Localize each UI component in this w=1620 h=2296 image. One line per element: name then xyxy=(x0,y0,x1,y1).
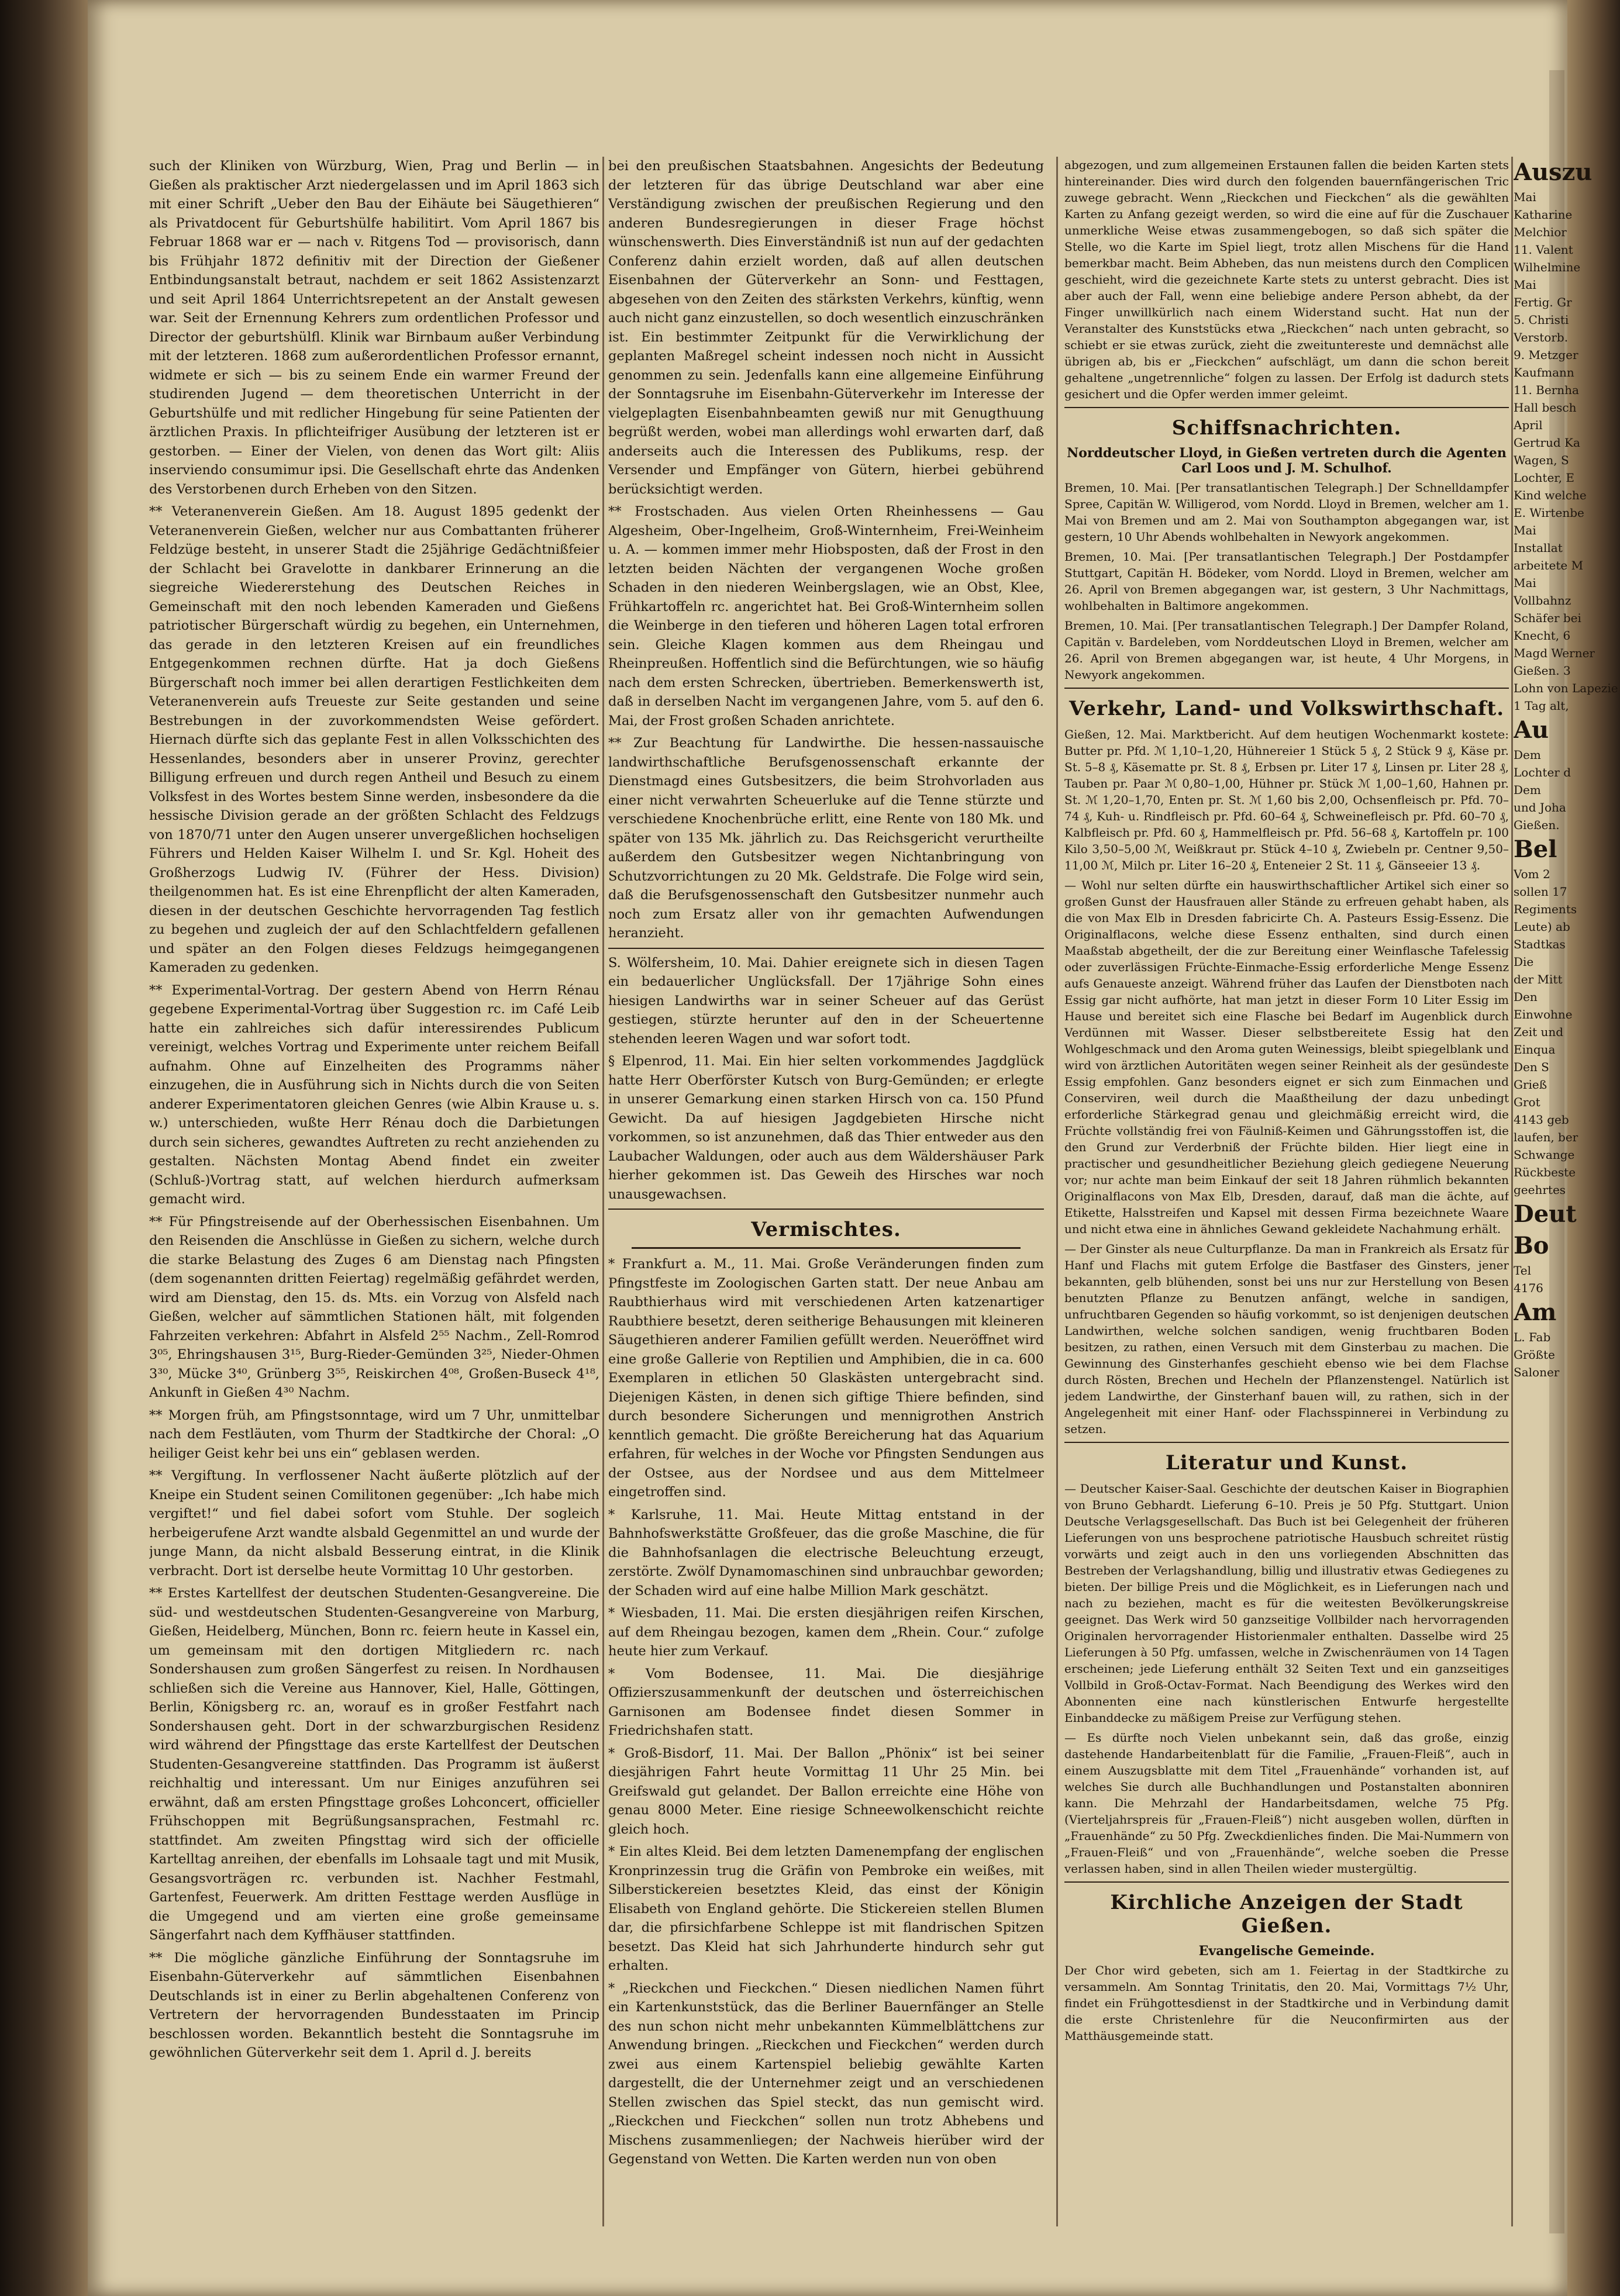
fragment-line: Fertig. Gr xyxy=(1514,295,1572,309)
fragment-line: Mai xyxy=(1514,576,1536,590)
fragment-line: Schwange xyxy=(1514,1148,1575,1162)
fragment-line: 1 Tag alt, xyxy=(1514,699,1569,713)
fragment-line: Knecht, 6 xyxy=(1514,629,1571,643)
article-wiesbaden: * Wiesbaden, 11. Mai. Die ersten diesjährigen reifen Kirschen, auf dem Rheingau bezogen, kamen dem „Rhein. Cour.“ zufolge heute hier zum Verkauf. xyxy=(608,1606,1044,1659)
article-frostschaden: ** Frostschaden. Aus vielen Orten Rheinhessens — Gau Algesheim, Ober-Ingelheim, Groß-Winternheim, Frei-Weinheim u. A. — kommen immer mehr Hiobsposten, daß der Frost in den letzten beiden Nächten der vergangenen Woche großen Schaden in den niederen Weinbergslagen, wie an Obst, Klee, Frühkartoffeln rc. angerichtet hat. Bei Groß-Winternheim sollen die Weinberge in den tieferen und höheren Lagen total erfroren sein. Gleiche Klagen kommen aus dem Rheingau und Rheinpreußen. Hoffentlich sind die Befürchtungen, wie so häufig nach dem ersten Schrecken, übertrieben. Bemerkenswerth ist, daß in derselben Nacht im vergangenen Jahre, vom 5. auf den 6. Mai, der Frost großen Schaden anrichtete. xyxy=(608,504,1044,728)
article-kartellfest: ** Erstes Kartellfest der deutschen Studenten-Gesangvereine. Die süd- und westdeutschen Studenten-Gesangvereine von Marburg, Gießen, Heidelberg, München, Bonn rc. feiern heute in Kassel ein, um gemeinsam mit den dortigen Mitgliedern rc. nach Sondershausen zum großen Sängerfest zu reisen. In Nordhausen schließen sich die Vereine aus Hannover, Kiel, Halle, Göttingen, Berlin, Königsberg rc. an, worauf es in großer Festfahrt nach Sondershausen geht. Dort in der schwarzburgischen Residenz wird während der Pfingsttage das erste Kartellfest der Deutschen Studenten-Gesangvereine stattfinden. Das Programm ist äußerst reichhaltig und interessant. Um nur Einiges anzuführen sei erwähnt, daß am ersten Pfingsttage großes Lohconcert, officieller Frühschoppen mit Begrüßungsansprachen, Festmahl rc. stattfindet. Am zweiten Pfingsttag wird sich der officielle Kartelltag anreihen, der ebenfalls im Lohsaale tagt und mit Musik, Gesangsvorträgen rc. verbunden ist. Nachher Festmahl, Gartenfest, Feuerwerk. Am dritten Festtage werden Ausflüge in die Umgegend und am vierten eine große gemeinsame Sängerfahrt nach dem Kyffhäuser stattfinden. xyxy=(149,1586,599,1943)
article-elpenrod: § Elpenrod, 11. Mai. Ein hier selten vorkommendes Jagdglück hatte Herr Oberförster Kutsch von Burg-Gemünden; er erlegte in unserer Gemarkung einen starken Hirsch von ca. 150 Pfund Gewicht. Da auf hiesigen Jagdgebieten Hirsche nicht vorkommen, so ist anzunehmen, daß das Thier entweder aus den Laubacher Waldungen, oder auch aus dem Wäldershäuser Park hierher gekommen ist. Das Geweih des Hirsches war noch unausgewachsen. xyxy=(608,1054,1044,1202)
article-frauen-fleiss: — Es dürfte noch Vielen unbekannt sein, daß das große, einzig dastehende Handarbeitenblatt für die Familie, „Frauen-Fleiß“, auch in einem Auszugsblatte mit dem Titel „Frauenhände“ vorhanden ist, auf welches Sie durch alle Buchhandlungen und Postanstalten abonniren kann. Die Mehrzahl der Handarbeitsdamen, welche 75 Pfg. (Vierteljahrspreis für „Frauen-Fleiß“) nicht ausgeben wollen, dürften in „Frauenhände“ zu 50 Pfg. Zweckdienliches finden. Die Mai-Nummern von „Frauen-Fleiß“ und von „Frauenhände“, welche soeben die Presse verlassen haben, sind in allen Theilen wieder mustergültig. xyxy=(1064,1731,1509,1876)
fragment-line: Auszu xyxy=(1514,158,1593,186)
fragment-line: Dem xyxy=(1514,748,1541,762)
fragment-line: der Mitt xyxy=(1514,972,1563,986)
fragment-line: Vollbahnz xyxy=(1514,593,1571,607)
article-vergiftung: ** Vergiftung. In verflossener Nacht äußerte plötzlich auf der Kneipe ein Student seinen Comilitonen gegenüber: „Ich habe mich vergiftet!“ und fiel dabei sofort vom Stuhle. Der sogleich herbeigerufene Arzt wandte alsbald Gegenmittel an und wurde der junge Mann, da nicht alsbald Besserung eintrat, in die Klinik verbracht. Dort ist derselbe heute Vormittag 10 Uhr gestorben. xyxy=(149,1468,599,1579)
fragment-line: Melchior xyxy=(1514,225,1567,239)
fragment-line: Lohn von Lapezie xyxy=(1514,681,1618,695)
section-heading-schiffsnachrichten: Schiffsnachrichten. xyxy=(1171,416,1402,440)
article-rieckchen-cont: abgezogen, und zum allgemeinen Erstaunen fallen die beiden Karten stets hintereinander. Dies wird durch den folgenden bauernfängerischen Tric zuwege gebracht. Wenn „Rieckchen und Fieckchen“ als die gewählten Karten zu Anfang gezeigt werden, so wird die eine auf für die Zuschauer unmerkliche Weise etwas zusammengebogen, so daß sich später die Stelle, wo die Karte im Spiel liegt, trotz allen Mischens für die Hand bemerkbar macht. Beim Abheben, das nun meistens durch den Complicen geschieht, wird die gezeichnete Karte stets zu unterst gebracht. Dies ist aber auch der Fall, wenn eine beliebige andere Person abhebt, da der Finger unwillkürlich nach einem Widerstand sucht. Hat nun der Veranstalter des Kunststücks etwa „Rieckchen“ nach unten gebracht, so schiebt er sie etwas zurück, zieht die zweituntereste und demnächst alle übrigen ab, bis er „Fieckchen“ aufschlägt, um dann die schon bereit gehaltene „ungetrennliche“ folgen zu lassen. Der Erfolg ist dadurch stets gesichert und die Opfer werden immer geleimt. xyxy=(1064,158,1509,401)
column-2 xyxy=(608,157,1044,2238)
divider xyxy=(1064,688,1509,689)
fragment-line: Wagen, S xyxy=(1514,453,1569,467)
fragment-line: Verstorb. xyxy=(1514,330,1569,344)
fragment-line: sollen 17 xyxy=(1514,885,1567,899)
column-1 xyxy=(149,157,599,2238)
fragment-line: 11. Valent xyxy=(1514,243,1573,257)
article-pfingstsonntag: ** Morgen früh, am Pfingstsonntage, wird um 7 Uhr, unmittelbar nach dem Festläuten, vom Thurm der Stadtkirche der Choral: „O heiliger Geist kehr bei uns ein“ geblasen werden. xyxy=(149,1407,599,1461)
fragment-line: und Joha xyxy=(1514,800,1566,814)
fragment-line: Dem xyxy=(1514,783,1541,797)
fragment-line: Installat xyxy=(1514,541,1563,555)
fragment-line: 4176 xyxy=(1514,1281,1543,1295)
column-rule xyxy=(1056,157,1058,2226)
evangelische-gemeinde: Evangelische Gemeinde. xyxy=(1198,1943,1375,1959)
fragment-line: Grieß xyxy=(1514,1078,1547,1092)
fragment-line: Zeit und xyxy=(1514,1025,1564,1039)
fragment-line: Leute) ab xyxy=(1514,920,1570,934)
fragment-line: Wilhelmine xyxy=(1514,260,1581,274)
fragment-line: Gießen. xyxy=(1514,818,1560,832)
article-bodensee: * Vom Bodensee, 11. Mai. Die diesjährige Offizierszusammenkunft der deutschen und österreichischen Garnisonen am Bodensee findet diesen Sommer in Friedrichshafen statt. xyxy=(608,1666,1044,1738)
ship-news-stuttgart: Bremen, 10. Mai. [Per transatlantischen Telegraph.] Der Postdampfer Stuttgart, Capitän H. Bödeker, vom Nordd. Lloyd in Bremen, welcher am 26. April von Bremen abgegangen war, ist gestern, 3 Uhr Nachmittags, wohlbehalten in Baltimore angekommen. xyxy=(1064,550,1509,613)
fragment-line: Mai xyxy=(1514,523,1536,537)
fragment-line: Au xyxy=(1514,716,1549,744)
fragment-line: Katharine xyxy=(1514,208,1573,222)
fragment-line: Den S xyxy=(1514,1060,1549,1074)
section-heading-verkehr: Verkehr, Land- und Volkswirthschaft. xyxy=(1068,697,1505,720)
fragment-line: Die xyxy=(1514,955,1534,969)
section-heading-kirchliche: Kirchliche Anzeigen der Stadt Gießen. xyxy=(1110,1891,1463,1938)
fragment-line: Stadtkas xyxy=(1514,937,1566,951)
fragment-line: April xyxy=(1514,418,1543,432)
ship-news-roland: Bremen, 10. Mai. [Per transatlantischen Telegraph.] Der Dampfer Roland, Capitän v. Bardeleben, vom Norddeutschen Lloyd in Bremen, welcher am 26. April von Bremen abgegangen war, ist heute, 4 Uhr Morgens, in Newyork angekommen. xyxy=(1064,619,1509,682)
fragment-line: L. Fab xyxy=(1514,1330,1551,1344)
market-report: Gießen, 12. Mai. Marktbericht. Auf dem heutigen Wochenmarkt kostete: Butter pr. Pfd. ℳ 1,10–1,20, Hühnereier 1 Stück 5 ₰, 2 Stück 9 ₰, Käse pr. St. 5–8 ₰, Käsematte pr. St. 8 ₰, Erbsen pr. Liter 17 ₰, Linsen pr. Liter 28 ₰, Tauben pr. Paar ℳ 0,80–1,00, Hühner pr. Stück ℳ 1,00–1,60, Hahnen pr. St. ℳ 1,20–1,70, Enten pr. St. ℳ 1,60 bis 2,00, Ochsenfleisch pr. Pfd. 70–74 ₰, Kuh- u. Rindfleisch pr. Pfd. 60–64 ₰, Schweinefleisch pr. Pfd. 60–70 ₰, Kalbfleisch pr. Pfd. 60 ₰, Hammelfleisch pr. Pfd. 56–68 ₰, Kartoffeln pr. 100 Kilo 3,50–5,00 ℳ, Weißkraut pr. Stück 4–10 ₰, Zwiebeln pr. Centner 9,50–11,00 ℳ, Milch pr. Liter 16–20 ₰, Enteneier 2 St. 11 ₰, Gänseeier 13 ₰. xyxy=(1064,727,1509,872)
article-sonntagsruhe: ** Die mögliche gänzliche Einführung der Sonntagsruhe im Eisenbahn-Güterverkehr auf sämmtlichen Eisenbahnen Deutschlands ist in einer zu Berlin abgehaltenen Conferenz von Vertretern der hervorragenden Bundesstaaten im Princip beschlossen worden. Bekanntlich besteht die Sonntagsruhe im gewöhnlichen Güterverkehr seit dem 1. April d. J. bereits xyxy=(149,1950,599,2060)
fragment-line: laufen, ber xyxy=(1514,1130,1578,1144)
fragment-line: Mai xyxy=(1514,278,1536,292)
church-notice: Der Chor wird gebeten, sich am 1. Feiertag in der Stadtkirche zu versammeln. Am Sonntag Trinitatis, den 20. Mai, Vormittags 7½ Uhr, findet ein Frühgottesdienst in der Stadtkirche und in Verbindung damit die erste Christenlehre für die Neuconfirmirten aus der Matthäusgemeinde statt. xyxy=(1064,1963,1509,2043)
lloyd-agents: Norddeutscher Lloyd, in Gießen vertreten durch die Agenten Carl Loos und J. M. Schulhof. xyxy=(1067,446,1507,476)
fragment-line: Lochter, E xyxy=(1514,471,1574,485)
fragment-line: Mai xyxy=(1514,190,1536,204)
fragment-line: Grot xyxy=(1514,1095,1540,1109)
divider xyxy=(632,1247,1021,1249)
fragment-line: 11. Bernha xyxy=(1514,383,1579,397)
book-binding xyxy=(0,0,88,2296)
fragment-line: 9. Metzger xyxy=(1514,348,1578,362)
column-rule xyxy=(1511,157,1513,2226)
ship-news-spree: Bremen, 10. Mai. [Per transatlantischen Telegraph.] Der Schnelldampfer Spree, Capitän W. Willigerod, vom Nordd. Lloyd in Bremen, welcher am 1. Mai von Bremen und am 2. Mai von Southampton abgegangen war, ist gestern, 10 Uhr Abends wohlbehalten in Newyork angekommen. xyxy=(1064,481,1509,544)
fragment-line: Hall besch xyxy=(1514,400,1577,415)
fragment-line: Magd Werner xyxy=(1514,646,1595,660)
fragment-line: arbeitete M xyxy=(1514,558,1584,572)
fragment-line: E. Wirtenbe xyxy=(1514,506,1584,520)
article-woelfersheim: S. Wölfersheim, 10. Mai. Dahier ereignete sich in diesen Tagen ein bedauerlicher Unglücksfall. Der 17jährige Sohn eines hiesigen Landwirths war in seiner Scheuer auf das Gerüst gestiegen, stürzte herunter auf den in der Scheuertenne stehenden leeren Wagen und war sofort todt. xyxy=(608,955,1044,1047)
fragment-line: Einwohne xyxy=(1514,1007,1573,1021)
article-rieckchen: * „Rieckchen und Fieckchen.“ Diesen niedlichen Namen führt ein Kartenkunststück, das die Berliner Bauernfänger an Stelle des nun schon nicht mehr unbekannten Kümmelblättchens zur Anwendung bringen. „Rieckchen und Fieckchen“ werden durch zwei aus einem Kartenspiel beliebig gewählte Karten dargestellt, die der Unternehmer zeigt und an verschiedenen Stellen zwischen das Spiel steckt, das nun gemischt wird. „Rieckchen und Fieckchen“ sollen nun trotz Abhebens und Mischens zusammenliegen; der Nachweis hierüber wird der Gegenstand von Wetten. Die Karten werden nun von oben xyxy=(608,1980,1044,2167)
fragment-line: Saloner xyxy=(1514,1365,1560,1379)
divider xyxy=(1064,1442,1509,1443)
fragment-line: Am xyxy=(1514,1299,1557,1326)
article-sonntagsruhe-cont: bei den preußischen Staatsbahnen. Angesichts der Bedeutung der letzteren für das übrige Deutschland war aber eine Verständigung zwischen der preußischen Regierung und den anderen Bundesregierungen in dieser Frage höchst wünschenswerth. Dies Einverständniß ist nun auf der gedachten Conferenz dahin erzielt worden, daß auf allen deutschen Eisenbahnen der Güterverkehr an Sonn- und Festtagen, abgesehen von den Zeiten des stärksten Verkehrs, künftig, wenn auch nicht ganz einzustellen, so doch wesentlich einzuschränken ist. Ein bestimmter Zeitpunkt für die Verwirklichung der geplanten Maßregel scheint indessen noch nicht in Aussicht genommen zu sein. Jedenfalls kann eine allgemeine Einführung der Sonntagsruhe im Eisenbahn-Güterverkehr im Interesse der vielgeplagten Eisenbahnbeamten gewiß nur mit Genugthuung begrüßt werden, wobei man allerdings wohl erwarten darf, daß anderseits auch die Interessen des Publikums, resp. der Versender und Empfänger von Gütern, hierbei gebührend berücksichtigt werden. xyxy=(608,158,1044,497)
article-veteranenverein: ** Veteranenverein Gießen. Am 18. August 1895 gedenkt der Veteranenverein Gießen, welcher nur aus Combattanten früherer Feldzüge besteht, in unserer Stadt die 25jährige Gedächtnißfeier der Schlacht bei Gravelotte in dankbarer Erinnerung an die siegreiche Wiedererstehung des Deutschen Reiches in Gemeinschaft mit den noch lebenden Kameraden und Gießens patriotischer Bürgerschaft würdig zu begehen, ein Unternehmen, das gerade in den letzteren Kreisen auf ein freundliches Entgegenkommen rechnen dürfte. Hat ja doch Gießens Bürgerschaft noch immer bei allen derartigen Festlichkeiten dem Veteranenverein aufs Treueste zur Seite gestanden und seine Bestrebungen in der zuvorkommendsten Weise gefördert. Hiernach dürfte sich das geplante Fest in allen Volksschichten des Hessenlandes, besonders aber in unserer Provinz, gerechter Billigung erfreuen und durch regen Antheil und Besuch zu einem Volksfest in des Wortes bestem Sinne werden, insbesondere da die hessische Division gerade an der größten Schlacht des Feldzugs von 1870/71 unter den Augen unserer unvergeßlichen hochseligen Führers und Helden Kaiser Wilhelm I. und Sr. Kgl. Hoheit des Großherzogs Ludwig IV. (Führer der Hess. Division) theilgenommen hat. Es ist eine Ehrenpflicht der alten Kameraden, diesen in der deutschen Geschichte hervorragenden Tag festlich zu begehen und zugleich der auf den Schlachtfeldern gefallenen und später an den Folgen dieses Feldzugs heimgegangenen Kameraden zu gedenken. xyxy=(149,504,599,975)
column-3 xyxy=(1064,157,1509,2238)
fragment-line: Deut xyxy=(1514,1200,1577,1228)
column-4-fragment xyxy=(1514,157,1619,2238)
divider xyxy=(608,948,1044,949)
fragment-line: Lochter d xyxy=(1514,765,1571,779)
fragment-line: Bel xyxy=(1514,835,1557,863)
article-experimental-vortrag: ** Experimental-Vortrag. Der gestern Abend von Herrn Rénau gegebene Experimental-Vortrag über Suggestion rc. im Café Leib hatte ein zahlreiches sich dafür interessirendes Publicum vereinigt, welches Vortrag und Experimente unter reichem Beifall aufnahm. Ohne auf Einzelheiten des Programms näher einzugehen, die in Ausführung sich in Nichts durch die von Seiten anderer Experimentatoren gleichen Genres (wie Albin Krause u. s. w.) unterschieden, wußte Herr Rénau doch die Darbietungen durch sein sicheres, gewandtes Auftreten zu recht anziehenden zu gestalten. Nächsten Montag Abend findet ein zweiter (Schluß-)Vortrag statt, auf welchen hierdurch aufmerksam gemacht wird. xyxy=(149,982,599,1207)
fragment-line: Regiments xyxy=(1514,902,1577,916)
divider xyxy=(608,1209,1044,1210)
section-heading-vermischtes: Vermischtes. xyxy=(751,1218,901,1241)
article-ballon: * Groß-Bisdorf, 11. Mai. Der Ballon „Phönix“ ist bei seiner diesjährigen Fahrt heute Vormittag 11 Uhr 25 Min. bei Greifswald gut gelandet. Der Ballon erreichte eine Höhe von genau 8000 Meter. Eine riesige Schneewolkenschicht reichte gleich hoch. xyxy=(608,1745,1044,1837)
article-pfingstreisende: ** Für Pfingstreisende auf der Oberhessischen Eisenbahnen. Um den Reisenden die Anschlüsse in Gießen zu sichern, welche durch die starke Belastung des Zuges 6 am Dienstag nach Pfingsten (dem sogenannten dritten Feiertag) regelmäßig gefährdet werden, wird am Dienstag, den 15. ds. Mts. ein Vorzug von Alsfeld nach Gießen, welcher auf sämmtlichen Stationen hält, mit folgenden Fahrzeiten verkehren: Abfahrt in Alsfeld 2⁵⁵ Nachm., Zell-Romrod 3⁰⁵, Ehringshausen 3¹⁵, Burg-Rieder-Gemünden 3²⁵, Nieder-Ohmen 3³⁰, Mücke 3⁴⁰, Grünberg 3⁵⁵, Reiskirchen 4⁰⁸, Großen-Buseck 4¹⁸, Ankunft in Gießen 4³⁰ Nachm. xyxy=(149,1214,599,1400)
section-heading-literatur: Literatur und Kunst. xyxy=(1165,1451,1408,1475)
fragment-line: 4143 geb xyxy=(1514,1113,1569,1127)
article-kaiser-saal: — Deutscher Kaiser-Saal. Geschichte der deutschen Kaiser in Biographien von Bruno Gebhardt. Lieferung 6–10. Preis je 50 Pfg. Stuttgart. Union Deutsche Verlagsgesellschaft. Das Buch ist bei Gelegenheit der früheren Lieferungen von uns besprochene patriotische Hausbuch schreitet rüstig vorwärts und zeigt auch in den uns vorliegenden Abschnitten das Bestreben der Verlagshandlung, billig und illustrativ etwas Gediegenes zu bieten. Der billige Preis und die Möglichkeit, es in Lieferungen nach und nach zu beziehen, macht es für die weitesten Bevölkerungskreise geeignet. Das Werk wird 50 ganzseitige Vollbilder nach hervorragenden Originalen hervorragender Historienmaler enthalten. Dasselbe wird 25 Lieferungen à 50 Pfg. umfassen, welche in Zwischenräumen von 14 Tagen erscheinen; jede Lieferung enthält 32 Seiten Text und ein ganzseitiges Vollbild in Groß-Octav-Format. Nach Beendigung des Werkes wird den Abonnenten eine nach künstlerischen Entwurfe hergestellte Einbanddecke zu mäßigem Preise zur Verfügung stehen. xyxy=(1064,1482,1509,1725)
fragment-line: Rückbeste xyxy=(1514,1165,1576,1179)
divider xyxy=(1064,407,1509,408)
article-altes-kleid: * Ein altes Kleid. Bei dem letzten Damenempfang der englischen Kronprinzessin trug die Gräfin von Pembroke ein weißes, mit Silberstickereien besetztes Kleid, das einst der Königin Elisabeth von England gehörte. Die Stickereien stellen Blumen dar, die pfirsichfarbene Schleppe ist mit flandrischen Spitzen besetzt. Das Kleid hat sich Jahrhunderte hindurch sehr gut erhalten. xyxy=(608,1844,1044,1973)
article-landwirthe: ** Zur Beachtung für Landwirthe. Die hessen-nassauische landwirthschaftliche Berufsgenossenschaft erkannte der Dienstmagd eines Gutsbesitzers, die beim Strohvorladen aus einer nicht verwahrten Scheuerluke auf die Tenne stürzte und verschiedene Knochenbrüche erlitt, eine Rente von 180 Mk. und später von 135 Mk. jährlich zu. Das Reichsgericht verurtheilte außerdem den Gutsbesitzer wegen Nichtanbringung von Schutzvorrichtungen zu 20 Mk. Geldstrafe. Die Folge wird sein, daß die Berufsgenossenschaft den Gutsbesitzer nunmehr auch noch zum Ersatz aller von ihr gemachten Aufwendungen heranzieht. xyxy=(608,736,1044,941)
divider xyxy=(1064,1881,1509,1883)
article-ginster: — Der Ginster als neue Culturpflanze. Da man in Frankreich als Ersatz für Hanf und Flachs mit gutem Erfolge die Bastfaser des Ginsters, jener bekannten, gelb blühenden, sonst bei uns nur zur Herstellung von Besen benutzten Pflanze zu Benutzen anfängt, welche in sandigen, unfruchtbaren Gegenden so häufig vorkommt, so ist denjenigen deutschen Landwirthen, welche solchen sandigen, wenig fruchtbaren Boden besitzen, zu rathen, einen Versuch mit dem Ginsterbau zu machen. Die Gewinnung des Ginsterhanfes geschieht ebenso wie bei dem Flachse durch Rösten, Brechen und Hecheln der Pflanzenstengel. Natürlich ist jedem Landwirthe, der Ginsterhanf bauen will, zu rathen, sich in der Angelegenheit mit einer Hanf- oder Flachsspinnerei in Verbindung zu setzen. xyxy=(1064,1242,1509,1436)
fragment-line: Einqua xyxy=(1514,1042,1556,1056)
fragment-line: 5. Christi xyxy=(1514,313,1569,327)
article-birnbaum: such der Kliniken von Würzburg, Wien, Prag und Berlin — in Gießen als praktischer Arzt niedergelassen und im April 1863 sich mit einer Schrift „Ueber den Bau der Eihäute bei Säugethieren“ als Privatdocent für Geburtshülfe habilitirt. Vom April 1867 bis Februar 1868 war er — nach v. Ritgens Tod — provisorisch, dann bis Frühjahr 1872 definitiv mit der Direction der Gießener Entbindungsanstalt betraut, nachdem er seit 1862 Assistenzarzt und seit April 1864 Unterrichtsrepetent an der Anstalt gewesen war. Seit der Ernennung Kehrers zum ordentlichen Professor und Director der geburtshülfl. Klinik war Birnbaum außer Verbindung mit der letzteren. 1868 zum außerordentlichen Professor ernannt, widmete er sich — bis zu seinem Ende ein warmer Freund der studirenden Jugend — dem theoretischen Unterricht in der Geburtshülfe und mit redlicher Hingebung für seine Patienten der ärztlichen Praxis. In pflichteifriger Ausübung der letzteren ist er gestorben. — Einer der Vielen, von denen das Wort gilt: Aliis inserviendo consumimur ipsi. Die Gesellschaft ehrte das Andenken des Verstorbenen durch Erheben von den Sitzen. xyxy=(149,158,599,497)
article-essig-essenz: — Wohl nur selten dürfte ein hauswirthschaftlicher Artikel sich einer so großen Gunst der Hausfrauen aller Stände zu erfreuen gehabt haben, als die von Max Elb in Dresden fabricirte Ch. A. Pasteurs Essig-Essenz. Die Originalflacons, welche diese Essenz enthalten, sind durch einen Maaßstab abgetheilt, der die zur Bereitung einer Weinflasche Tafelessig oder zuverlässigen Früchte-Einmache-Essig erforderliche Menge Essenz aufs Genaueste anzeigt. Während früher das Laufen der Dienstboten nach Essig gar nicht aufhörte, hat man jetzt in dieser Form 10 Liter Essig im Hause und bereitet sich eine Flasche bei Bedarf im Augenblick durch Verdünnen mit Wasser. Dieser selbstbereitete Essig hat den Wohlgeschmack und den Aroma guten Weinessigs, bleibt spiegelblank und wird von ärztlichen Autoritäten wegen seiner Reinheit als der gesündeste Essig empfohlen. Ganz besonders eignet er sich zum Einmachen und Conserviren, weil durch die Maaßtheilung der dazu unbedingt erforderliche Stärkegrad genau und gleichmäßig erreicht wird, die Früchte vollständig frei von Fäulniß-Keimen und Gährungsstoffen ist, die den Grund zur Verderbniß der Früchte bilden. Hier liegt eine in practischer und gesundheitlicher Beziehung gleich gediegene Neuerung vor; nur achte man beim Einkauf der seit 18 Jahren rühmlich bekannten Originalflacons von Max Elb, Dresden, darauf, daß man die ächte, auf Etikette, Halsstreifen und Kapsel mit dessen Firma bezeichnete Waare und nicht etwa eine in ähnliches Gewand gekleidete Nachahmung erhält. xyxy=(1064,878,1509,1236)
fragment-line: Kind welche xyxy=(1514,488,1587,502)
fragment-line: Kaufmann xyxy=(1514,365,1574,379)
fragment-line: Größte xyxy=(1514,1348,1555,1362)
fragment-line: Den xyxy=(1514,990,1538,1004)
fragment-line: Schäfer bei xyxy=(1514,611,1581,625)
column-rule xyxy=(602,157,604,2226)
article-frankfurt: * Frankfurt a. M., 11. Mai. Große Veränderungen finden zum Pfingstfeste im Zoologischen Garten statt. Der neue Anbau am Raubthierhaus wird mit verschiedenen Arten katzenartiger Raubthiere besetzt, deren seitherige Behausungen mit kleineren Säugethieren anderer Familien gefüllt werden. Neueröffnet wird eine große Gallerie von Reptilien und Amphibien, die in ca. 600 Exemplaren in etlichen 50 Glaskästen untergebracht sind. Diejenigen Kästen, in denen sich giftige Thiere befinden, sind durch besondere Sicherungen und mennigrothen Anstrich kenntlich gemacht. Die größte Bereicherung hat das Aquarium erfahren, für welches in der Woche vor Pfingsten Sendungen aus der Ostsee, aus der Nordsee und aus dem Mittelmeer eingetroffen sind. xyxy=(608,1256,1044,1500)
fragment-line: Bo xyxy=(1514,1232,1549,1259)
fragment-line: Tel xyxy=(1514,1263,1532,1278)
fragment-line: Gießen. 3 xyxy=(1514,664,1571,678)
article-karlsruhe: * Karlsruhe, 11. Mai. Heute Mittag entstand in der Bahnhofswerkstätte Großfeuer, das die große Maschine, die für die Bahnhofsanlagen die electrische Beleuchtung erzeugt, zerstörte. Zwölf Dynamomaschinen sind unbrauchbar geworden; der Schaden wird auf eine halbe Million Mark geschätzt. xyxy=(608,1507,1044,1598)
fragment-line: Gertrud Ka xyxy=(1514,436,1580,450)
fragment-line: geehrtes xyxy=(1514,1183,1566,1197)
fragment-line: Vom 2 xyxy=(1514,867,1550,881)
